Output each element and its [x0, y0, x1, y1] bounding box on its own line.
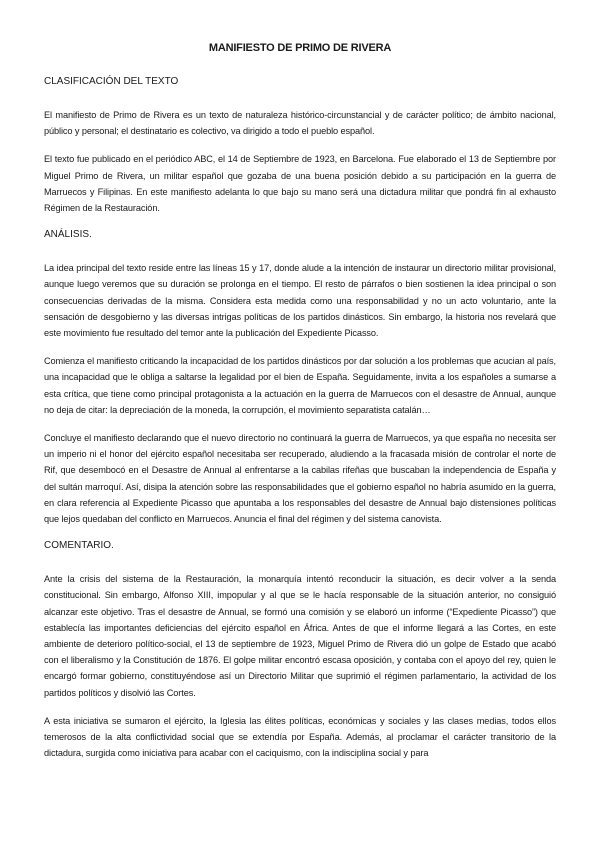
paragraph-comentario-2: A esta iniciativa se sumaron el ejército, la Iglesia las élites políticas, económicas y sociales y las clases medias, todos ellos temerosos de la alta conflictividad social que se extendía por España. Además, al proclamar el carácter transitorio de la dictadura, surgida como iniciativa para acabar con el caciquismo, con la indisciplina social y para: [44, 715, 556, 759]
paragraph-comentario-1: Ante la crisis del sistema de la Restauración, la monarquía intentó reconducir la situación, es decir volver a la senda constitucional. Sin embargo, Alfonso XIII, impopular y al que se le hacía responsable de la situación anterior, no consiguió alcanzar este objetivo. Tras el desastre de Annual, se formó una comisión y se elaboró un informe (“Expediente Picasso”) que establecía las importantes deficiencias del ejército español en África. Antes de que el informe llegará a las Cortes, en este ambiente de deterioro político-social, el 13 de septiembre de 1923, Miguel Primo de Rivera dió un golpe de Estado que acabó con el liberalismo y la Constitución de 1876. El golpe militar encontró escasa oposición, y contaba con el apoyo del rey, quien le encargó formar gobierno, constituyéndose así un Directorio Militar que suprimió el régimen parlamentario, la actividad de los partidos políticos y disolvió las Cortes.: [44, 574, 556, 698]
paragraph-clasificacion-1: El manifiesto de Primo de Rivera es un texto de naturaleza histórico-circunstancial y de carácter político; de ámbito nacional, público y personal; el destinatario es colectivo, va dirigido a todo el pueblo español.: [44, 110, 556, 137]
heading-analisis: ANÁLISIS.: [44, 229, 92, 241]
document-title: MANIFIESTO DE PRIMO DE RIVERA: [208, 42, 392, 54]
heading-comentario: COMENTARIO.: [44, 540, 114, 552]
paragraph-clasificacion-2: El texto fue publicado en el periódico ABC, el 14 de Septiembre de 1923, en Barcelona. Fue elaborado el 13 de Septiembre por Miguel Primo de Rivera, un militar español que gozaba de una buena posición debido a su participación en la guerra de Marruecos y Filipinas. En este manifiesto adelanta lo que bajo su mano será una dictadura militar que pondrá fin al exhausto Régimen de la Restauración.: [44, 154, 556, 214]
paragraph-analisis-3: Concluye el manifiesto declarando que el nuevo directorio no continuará la guerra de Marruecos, ya que españa no necesita ser un imperio ni el honor del ejército español necesitaba ser recuperado, aludiendo a la fracasada misión de controlar el norte de Rif, que desembocó en el Desastre de Annual al enfrentarse a la cabilas rifeñas que buscaban la independencia de España y del sultán marroquí. Así, disipa la atención sobre las responsabilidades que el gobierno español no habría asumido en la guerra, en clara referencia al Expediente Picasso que apuntaba a los responsables del desastre de Annual bajo distensiones políticas que lejos quedaban del conflicto en Marruecos. Anuncia el final del régimen y del sistema canovista.: [44, 433, 556, 525]
paragraph-analisis-2: Comienza el manifiesto criticando la incapacidad de los partidos dinásticos por dar solución a los problemas que acucian al país, una incapacidad que le obliga a saltarse la legalidad por el bien de España. Seguidamente, invita a los españoles a sumarse a esta crítica, que tiene como principal protagonista a la actuación en la guerra de Marruecos con el desastre de Annual, aunque no deja de citar: la depreciación de la moneda, la corrupción, el movimiento separatista catalán…: [44, 356, 556, 415]
heading-clasificacion: CLASIFICACIÓN DEL TEXTO: [44, 76, 179, 87]
paragraph-analisis-1: La idea principal del texto reside entre las líneas 15 y 17, donde alude a la intención de instaurar un directorio militar provisional, aunque luego veremos que su duración se prolonga en el tiempo. El resto de párrafos o bien sostienen la idea principal o son consecuencias derivadas de la misma. Considera esta medida como una responsabilidad y no un acto voluntario, ante la sensación de desgobierno y las diversas intrigas políticas de los partidos dinásticos. Sin embargo, la historia nos revelará que este movimiento fue resultado del temor ante la publicación del Expediente Picasso.: [44, 263, 556, 339]
